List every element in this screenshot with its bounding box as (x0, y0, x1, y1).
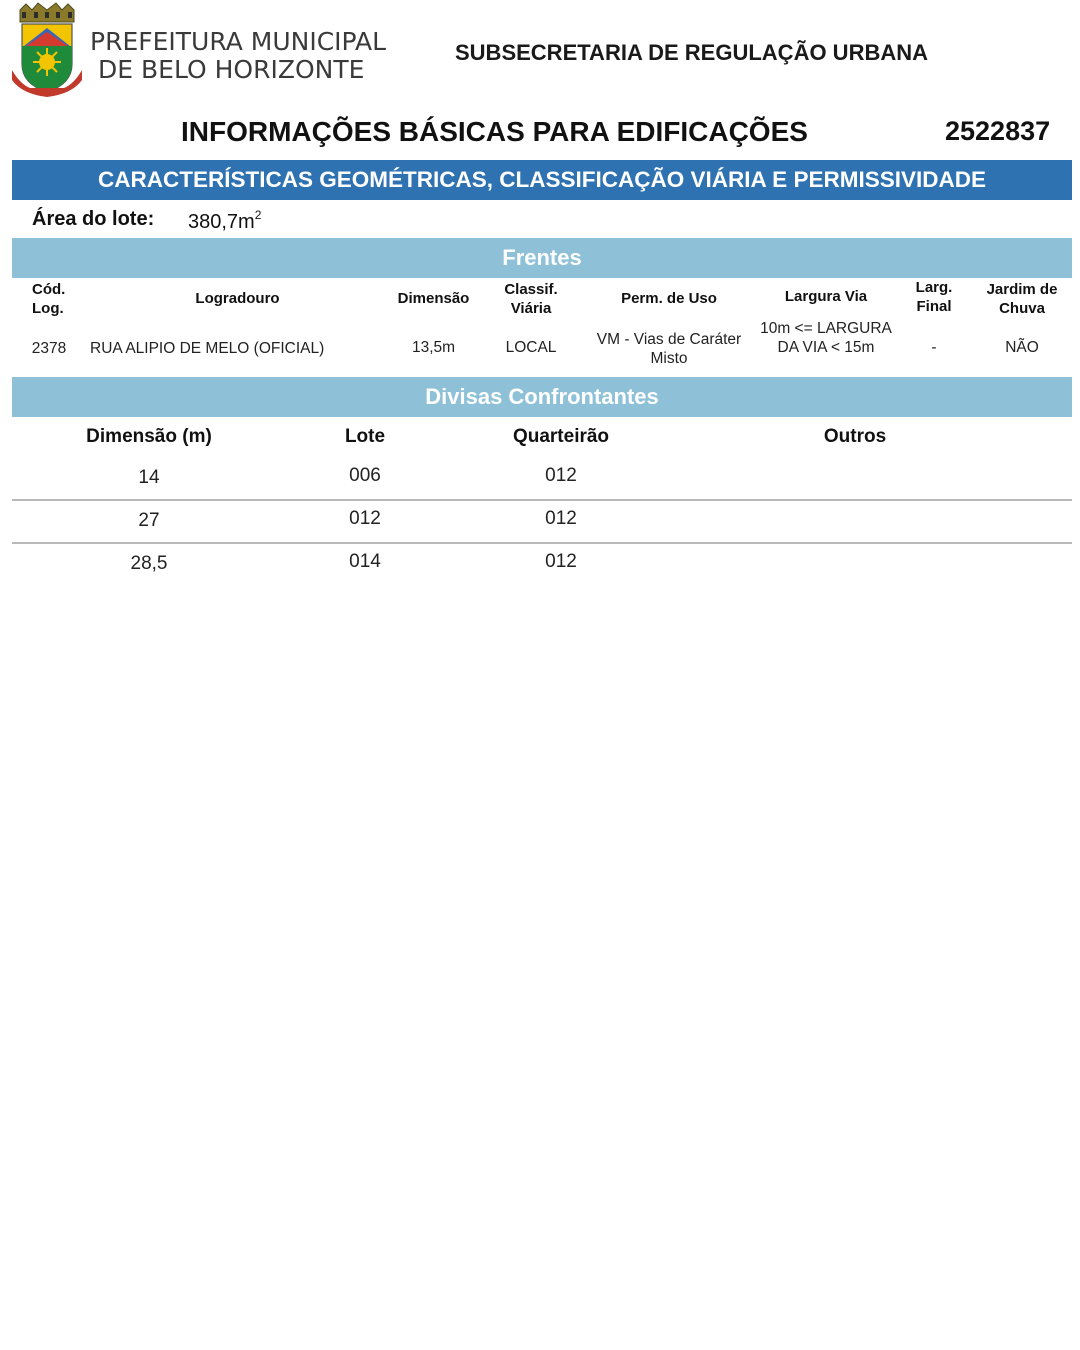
divisas-row-2-quarteirao: 012 (545, 508, 577, 529)
frentes-cell-dimensao: 13,5m (411, 339, 456, 356)
lot-area-unit-superscript: 2 (254, 208, 262, 222)
divisas-header-lote: Lote (344, 426, 386, 447)
frentes-header-larg-final: Larg. Final (915, 279, 953, 315)
subsecretaria-title: SUBSECRETARIA DE REGULAÇÃO URBANA (455, 40, 929, 65)
divisas-header-outros: Outros (823, 426, 887, 447)
frentes-cell-logradouro: RUA ALIPIO DE MELO (OFICIAL) (90, 340, 325, 357)
frentes-header-classif-viaria: Classif. Viária (504, 281, 558, 317)
frentes-header-logradouro: Logradouro (195, 290, 280, 307)
divisas-row-2-dimensao: 27 (138, 510, 160, 531)
section-title-band (12, 160, 1072, 200)
divisas-header-dimensao: Dimensão (m) (86, 426, 212, 447)
divisas-band (12, 377, 1072, 417)
divisas-row-3-dimensao: 28,5 (130, 553, 168, 574)
frentes-cell-classif-viaria: LOCAL (505, 339, 557, 356)
frentes-header-cod-log: Cód. Log. (32, 281, 66, 317)
divisas-row-1-dimensao: 14 (138, 467, 160, 488)
frentes-header-perm-uso: Perm. de Uso (621, 290, 717, 307)
document-title: INFORMAÇÕES BÁSICAS PARA EDIFICAÇÕES (181, 116, 808, 147)
organization-name-line-2: DE BELO HORIZONTE (98, 55, 365, 84)
section-title: CARACTERÍSTICAS GEOMÉTRICAS, CLASSIFICAÇÃO VIÁRIA E PERMISSIVIDADE (98, 167, 986, 192)
frentes-cell-largura-via: 10m <= LARGURA DA VIA < 15m (760, 320, 892, 356)
organization-name-line-1: PREFEITURA MUNICIPAL (90, 27, 387, 56)
frentes-header-dimensao: Dimensão (397, 290, 470, 307)
frentes-header-jardim-chuva: Jardim de Chuva (986, 281, 1058, 317)
divisas-row-divider (12, 499, 1072, 501)
lot-area-value (188, 208, 261, 234)
divisas-row-1-quarteirao: 012 (545, 465, 577, 486)
lot-area-label: Área do lote: (32, 208, 155, 230)
lot-area-number: 380,7m (188, 211, 255, 233)
divisas-row-2-lote: 012 (349, 508, 381, 529)
document-number: 2522837 (945, 116, 1051, 146)
divisas-row-3-quarteirao: 012 (545, 551, 577, 572)
divisas-header-quarteirao: Quarteirão (512, 426, 610, 447)
frentes-cell-perm-uso: VM - Vias de Caráter Misto (596, 331, 742, 367)
divisas-row-3-lote: 014 (349, 551, 381, 572)
city-coat-of-arms-logo (10, 2, 84, 98)
frentes-cell-larg-final: - (931, 339, 937, 356)
divisas-title: Divisas Confrontantes (425, 384, 659, 409)
frentes-cell-jardim-chuva: NÃO (1005, 339, 1039, 356)
divisas-row-1-lote: 006 (349, 465, 381, 486)
organization-name (90, 28, 386, 84)
frentes-header-largura-via: Largura Via (784, 288, 868, 305)
frentes-band (12, 238, 1072, 278)
frentes-cell-cod-log: 2378 (31, 340, 67, 357)
divisas-row-divider (12, 542, 1072, 544)
frentes-title: Frentes (502, 245, 582, 270)
